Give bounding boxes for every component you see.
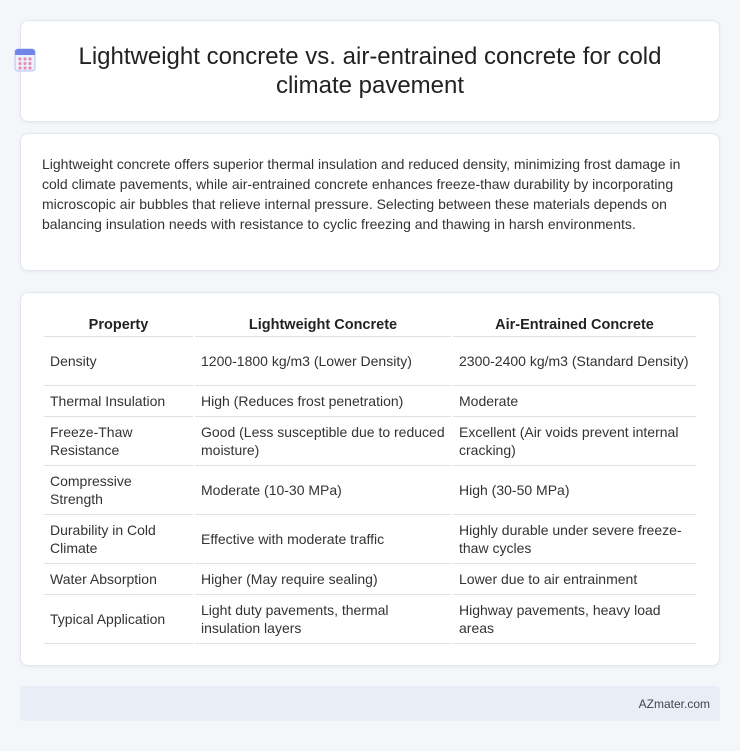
lightweight-cell: Light duty pavements, thermal insulation layers [195,595,451,644]
lightweight-cell: High (Reduces frost penetration) [195,386,451,417]
property-cell: Thermal Insulation [44,386,193,417]
table-row [44,337,696,386]
air-entrained-cell: High (30-50 MPa) [453,466,696,515]
comparison-table [42,313,698,644]
property-cell: Density [44,337,193,386]
column-header-property: Property [44,313,193,337]
table-row [44,466,696,515]
footer-brand: AZmater.com [638,696,710,711]
air-entrained-cell: Highway pavements, heavy load areas [453,595,696,644]
lightweight-cell: Effective with moderate traffic [195,515,451,564]
table-row [44,595,696,644]
footer [20,686,720,721]
intro-card [20,133,720,271]
calculator-icon [12,47,38,73]
table-row [44,564,696,595]
air-entrained-cell: Excellent (Air voids prevent internal cracking) [453,417,696,466]
air-entrained-cell: Highly durable under severe freeze-thaw cycles [453,515,696,564]
air-entrained-cell: Lower due to air entrainment [453,564,696,595]
air-entrained-cell: 2300-2400 kg/m3 (Standard Density) [453,337,696,386]
table-row [44,417,696,466]
title-wrap [70,42,670,100]
intro-text: Lightweight concrete offers superior thermal insulation and reduced density, minimizing frost damage in cold climate pavements, while air-entrained concrete enhances freeze-thaw durability by incorporating microscopic air bubbles that relieve internal pressure. Selecting between these materials depends on balancing insulation needs with resistance to cyclic freezing and thawing in harsh environments. [42,156,681,232]
lightweight-cell: 1200-1800 kg/m3 (Lower Density) [195,337,451,386]
property-cell: Compressive Strength [44,466,193,515]
table-row [44,386,696,417]
column-header-lightweight: Lightweight Concrete [195,313,451,337]
lightweight-cell: Higher (May require sealing) [195,564,451,595]
air-entrained-cell: Moderate [453,386,696,417]
property-cell: Typical Application [44,595,193,644]
property-cell: Water Absorption [44,564,193,595]
property-cell: Durability in Cold Climate [44,515,193,564]
table-header-row [44,313,696,337]
comparison-table-card [20,292,720,666]
table-row [44,515,696,564]
lightweight-cell: Good (Less susceptible due to reduced moisture) [195,417,451,466]
column-header-air-entrained: Air-Entrained Concrete [453,313,696,337]
page-title: Lightweight concrete vs. air-entrained concrete for cold climate pavement [78,43,662,99]
title-card [20,20,720,122]
lightweight-cell: Moderate (10-30 MPa) [195,466,451,515]
property-cell: Freeze-Thaw Resistance [44,417,193,466]
